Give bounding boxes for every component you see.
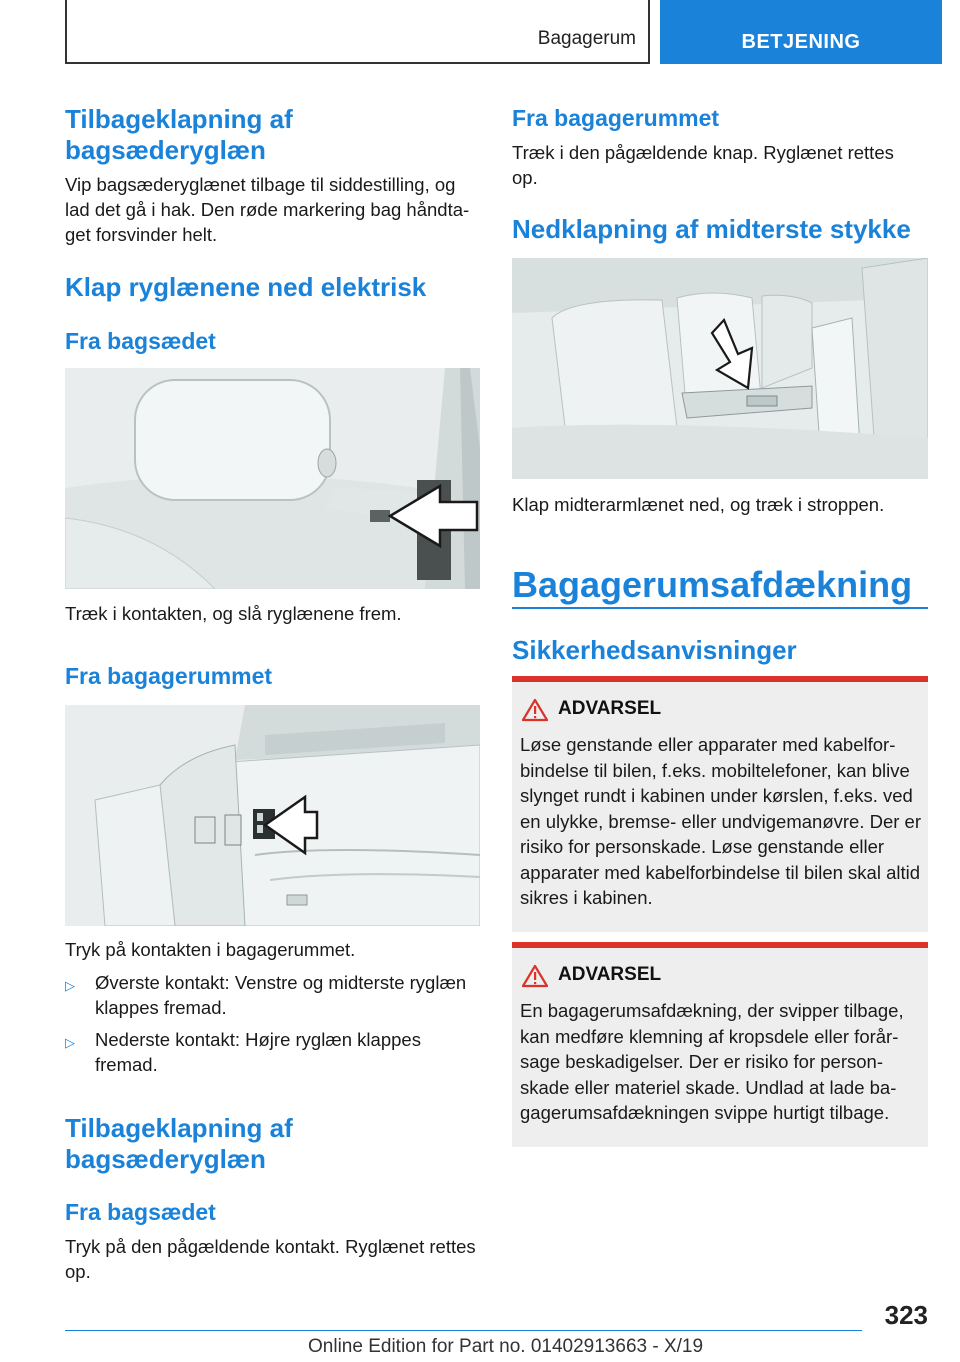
heading-tilbageklapning-1: Tilbageklapning af bagsæderyglæn xyxy=(65,104,293,165)
figure-headrest-switch xyxy=(65,368,480,589)
triangle-bullet-icon: ▷ xyxy=(65,1035,75,1050)
heading-nedklapning: Nedklapning af midterste stykke xyxy=(512,214,911,244)
section-rule xyxy=(512,607,928,609)
text-tilbageklapning-2: Tryk på den pågældende kontakt. Ryglænet rettes op. xyxy=(65,1236,476,1282)
caption-fig2: Tryk på kontakten i bagagerummet. xyxy=(65,939,356,960)
heading-klap-elektrisk: Klap ryglænene ned elektrisk xyxy=(65,272,427,302)
figure-armrest xyxy=(512,258,928,479)
warning-bar xyxy=(512,942,928,948)
warning-bar xyxy=(512,676,928,682)
warning-box-2 xyxy=(512,942,928,1147)
header-chapter-tab[interactable]: BETJENING xyxy=(660,0,942,64)
warning-triangle-icon xyxy=(522,964,548,988)
heading-fra-bagsaedet-2: Fra bagsædet xyxy=(65,1199,216,1225)
text-fra-bagagerummet-2: Træk i den pågældende knap. Ryglænet rettes op. xyxy=(512,142,894,188)
warning-title: ADVARSEL xyxy=(558,698,662,719)
header-section-title: Bagagerum xyxy=(537,28,636,49)
heading-bagagerumsafdaekning: Bagagerumsafdækning xyxy=(512,564,913,605)
list-item: ▷ Øverste kontakt: Venstre og midterste ryglæn klappes fremad. xyxy=(65,972,467,1018)
heading-fra-bagagerummet-1: Fra bagagerummet xyxy=(65,663,273,689)
header-box xyxy=(65,0,650,64)
heading-sikkerhedsanvisninger: Sikkerhedsanvisninger xyxy=(512,635,797,665)
figure-cargo-switches xyxy=(65,705,480,926)
caption-fig3: Klap midterarmlænet ned, og træk i stroppen. xyxy=(512,494,885,515)
footer-edition: Online Edition for Part no. 01402913663 - X/19 xyxy=(308,1336,704,1357)
warning-title: ADVARSEL xyxy=(558,964,662,985)
page-number: 323 xyxy=(884,1300,928,1330)
footer-rule xyxy=(65,1330,862,1331)
heading-tilbageklapning-2: Tilbageklapning af bagsæderyglæn xyxy=(65,1113,293,1174)
text-tilbageklapning-1: Vip bagsæderyglænet tilbage til siddestilling, og lad det gå i hak. Den røde markering bag håndtaget forsvinder helt. xyxy=(65,174,470,245)
caption-fig1: Træk i kontakten, og slå ryglænene frem. xyxy=(65,603,402,624)
list-item: ▷ Nederste kontakt: Højre ryglæn klappes fremad. xyxy=(65,1029,421,1075)
warning-text: En bagagerumsafdækning, der svipper tilbage, kan medføre klemning af kropsdele eller forårsage beskadigelser. Der er risiko for personskade eller materiel skade. Undlad at lade bagagerumsafdækningen svippe hurtigt tilbage. xyxy=(520,1000,904,1123)
heading-fra-bagsaedet-1: Fra bagsædet xyxy=(65,328,216,354)
warning-text: Løse genstande eller apparater med kabelforbindelse til bilen, f.eks. mobiltelefoner, kan blive slynget rundt i kabinen under kørslen, f.eks. ved en ulykke, bremse- eller undvigemanøvre. Der er risiko for personskade. Løse genstande eller apparater med kabelforbindelse til bilen skal altid sikres i kabinen. xyxy=(520,734,921,908)
triangle-bullet-icon: ▷ xyxy=(65,978,75,993)
warning-triangle-icon xyxy=(522,698,548,722)
warning-box-1 xyxy=(512,676,928,932)
heading-fra-bagagerummet-2: Fra bagagerummet xyxy=(512,105,720,131)
